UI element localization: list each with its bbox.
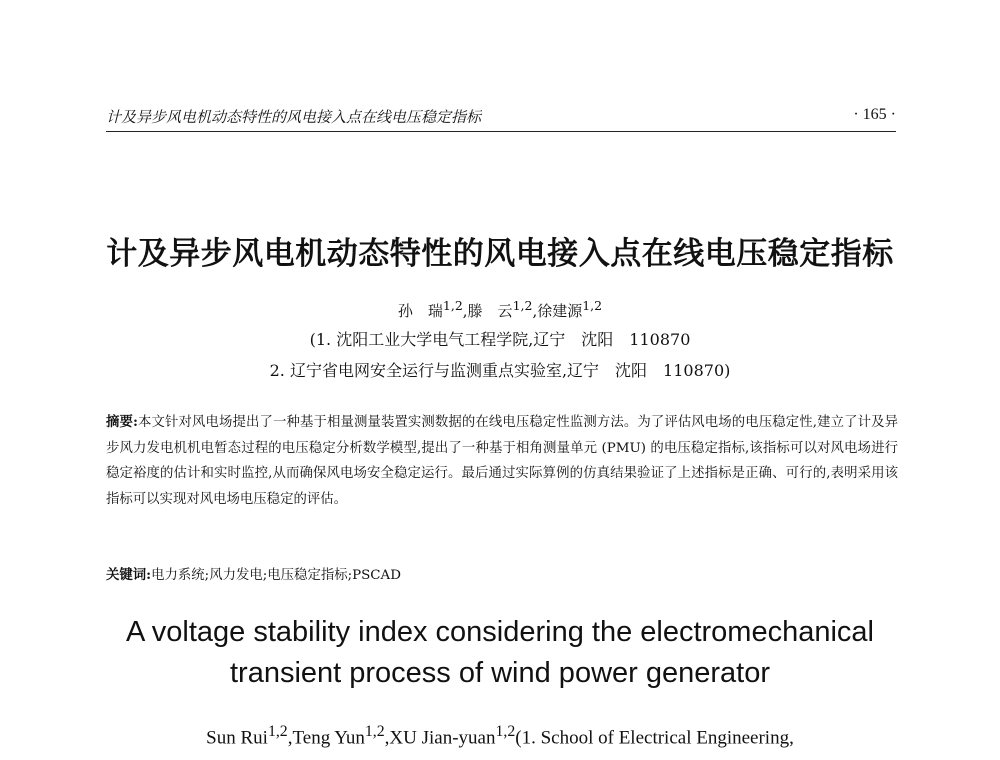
paper-title-en-line-1: A voltage stability index considering the electromechanical (126, 616, 874, 648)
running-header-title: 计及异步风电机动态特性的风电接入点在线电压稳定指标 (106, 108, 482, 126)
affiliation-cn-2: 2. 辽宁省电网安全运行与监测重点实验室,辽宁 沈阳 110870) (269, 361, 731, 380)
page-number: · 165 · (853, 106, 896, 123)
abstract-cn (106, 410, 898, 512)
author-name: ,滕 云 (462, 302, 513, 320)
author-superscript-en: 1,2 (495, 723, 516, 740)
authors-cn (0, 298, 1000, 321)
author-name-en: ,Teng Yun (287, 727, 365, 749)
authors-en (0, 723, 1000, 749)
author-superscript: 1,2 (512, 298, 533, 313)
author-superscript: 1,2 (582, 298, 603, 313)
author-name-en: ,XU Jian-yuan (384, 727, 496, 749)
affiliation-cn-1: (1. 沈阳工业大学电气工程学院,辽宁 沈阳 110870 (309, 330, 691, 349)
paper-title-en-line-2: transient process of wind power generator (229, 657, 770, 689)
author-superscript-en: 1,2 (364, 723, 385, 740)
paper-title-cn: 计及异步风电机动态特性的风电接入点在线电压稳定指标 (106, 236, 894, 272)
author-superscript-en: 1,2 (267, 723, 288, 740)
abstract-label: 摘要: (106, 414, 138, 430)
author-name-en: Sun Rui (206, 727, 268, 749)
header-rule (106, 131, 896, 132)
abstract-text: 本文针对风电场提出了一种基于相量测量装置实测数据的在线电压稳定性监测方法。为了评估风电场的电压稳定性,建立了计及异步风力发电机机电暂态过程的电压稳定分析数学模型,提出了一种基于相角测量单元 (PMU) 的电压稳定指标,该指标可以对风电场进行稳定裕度的估计和实时监控,从而确保风电场安全稳定运行。最后通过实际算例的仿真结果验证了上述指标是正确、可行的,表明采用该指标可以实现对风电场电压稳定的评估。 (106, 415, 898, 507)
paper-title-en (0, 612, 1000, 694)
keywords-label: 关键词: (106, 567, 152, 583)
affiliation-en-start: (1. School of Electrical Engineering, (515, 727, 794, 749)
keywords-cn (106, 563, 898, 588)
keywords-text: 电力系统;风力发电;电压稳定指标;PSCAD (151, 568, 401, 583)
author-superscript: 1,2 (442, 298, 463, 313)
author-name: 孙 瑞 (397, 302, 443, 320)
author-name: ,徐建源 (532, 302, 583, 320)
running-header (106, 104, 896, 128)
